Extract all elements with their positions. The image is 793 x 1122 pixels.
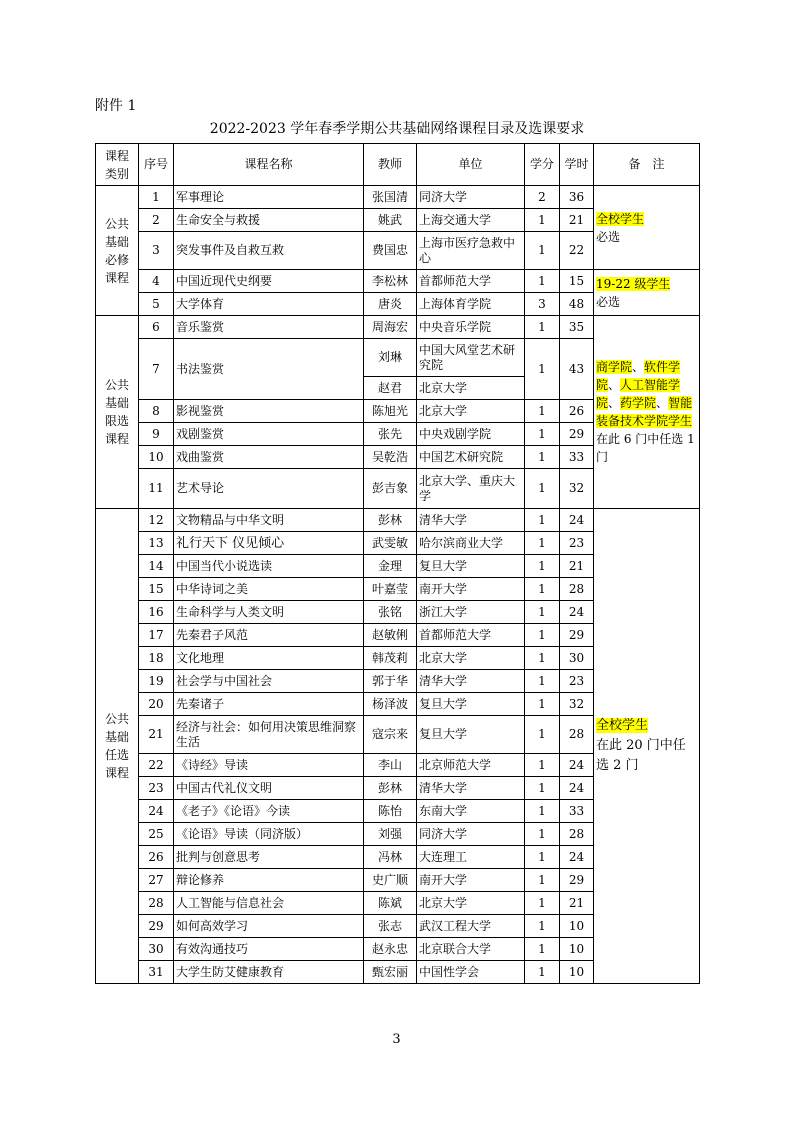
row-no: 21 (139, 716, 174, 754)
row-course: 生命科学与人类文明 (174, 601, 364, 624)
row-hours: 21 (560, 555, 594, 578)
row-hours: 26 (560, 400, 594, 423)
row-hours: 24 (560, 777, 594, 800)
row-credit: 1 (525, 823, 560, 846)
row-teacher: 姚武 (364, 209, 417, 232)
row-hours: 24 (560, 601, 594, 624)
note-part: 、 (656, 396, 669, 410)
row-course: 生命安全与救援 (174, 209, 364, 232)
row-unit: 南开大学 (417, 869, 525, 892)
row-course: 突发事件及自救互救 (174, 232, 364, 270)
row-credit: 1 (525, 400, 560, 423)
row-course: 有效沟通技巧 (174, 938, 364, 961)
row-no: 13 (139, 532, 174, 555)
row-course: 中国当代小说选读 (174, 555, 364, 578)
category-elective: 公共基础任选课程 (96, 509, 139, 984)
header-hours: 学时 (560, 144, 594, 186)
header-teacher: 教师 (364, 144, 417, 186)
row-teacher: 张国清 (364, 186, 417, 209)
row-course: 中华诗词之美 (174, 578, 364, 601)
row-no: 20 (139, 693, 174, 716)
row-teacher: 张志 (364, 915, 417, 938)
page-number: 3 (392, 1032, 401, 1047)
row-credit: 1 (525, 423, 560, 446)
row-unit: 北京大学 (417, 400, 525, 423)
row-no: 11 (139, 469, 174, 509)
row-unit: 中央戏剧学院 (417, 423, 525, 446)
row-teacher: 武雯敏 (364, 532, 417, 555)
row-teacher: 冯林 (364, 846, 417, 869)
row-credit: 1 (525, 509, 560, 532)
row-no: 4 (139, 270, 174, 293)
row-hours: 24 (560, 509, 594, 532)
row-teacher: 周海宏 (364, 316, 417, 339)
row-unit: 清华大学 (417, 777, 525, 800)
row-teacher: 郭于华 (364, 670, 417, 693)
table-row (96, 509, 700, 532)
row-credit: 1 (525, 777, 560, 800)
row-teacher: 李山 (364, 754, 417, 777)
category-required: 公共基础必修课程 (96, 186, 139, 316)
header-unit: 单位 (417, 144, 525, 186)
row-credit: 3 (525, 293, 560, 316)
row-no: 26 (139, 846, 174, 869)
row-hours: 28 (560, 716, 594, 754)
row-unit: 上海市医疗急救中心 (417, 232, 525, 270)
row-teacher: 彭林 (364, 777, 417, 800)
row-no: 12 (139, 509, 174, 532)
row-course: 文化地理 (174, 647, 364, 670)
row-no: 25 (139, 823, 174, 846)
note-part: 软件学院 (596, 360, 681, 392)
row-credit: 1 (525, 624, 560, 647)
row-hours: 10 (560, 938, 594, 961)
row-credit: 1 (525, 209, 560, 232)
note-text: 在此 6 门中任选 1 门 (596, 432, 695, 464)
row-credit: 1 (525, 754, 560, 777)
row-unit: 浙江大学 (417, 601, 525, 624)
row-unit: 首都师范大学 (417, 270, 525, 293)
row-unit: 中国大风堂艺术研究院 (417, 339, 525, 377)
row-hours: 29 (560, 423, 594, 446)
row-no: 5 (139, 293, 174, 316)
row-course: 音乐鉴赏 (174, 316, 364, 339)
row-credit: 1 (525, 469, 560, 509)
row-teacher: 史广顺 (364, 869, 417, 892)
row-credit: 1 (525, 800, 560, 823)
row-course: 社会学与中国社会 (174, 670, 364, 693)
row-unit: 首都师范大学 (417, 624, 525, 647)
row-unit: 上海体育学院 (417, 293, 525, 316)
row-unit: 东南大学 (417, 800, 525, 823)
row-hours: 35 (560, 316, 594, 339)
note-part: 、 (608, 396, 621, 410)
row-teacher: 甄宏丽 (364, 961, 417, 984)
table-row (96, 186, 700, 209)
row-course: 书法鉴赏 (174, 339, 364, 400)
row-no: 7 (139, 339, 174, 400)
row-unit: 北京大学 (417, 892, 525, 915)
row-credit: 1 (525, 601, 560, 624)
row-hours: 21 (560, 209, 594, 232)
row-unit: 清华大学 (417, 670, 525, 693)
row-hours: 32 (560, 469, 594, 509)
document-title: 2022-2023 学年春季学期公共基础网络课程目录及选课要求 (209, 121, 585, 137)
row-unit: 同济大学 (417, 823, 525, 846)
row-credit: 1 (525, 892, 560, 915)
row-no: 16 (139, 601, 174, 624)
row-unit: 清华大学 (417, 509, 525, 532)
row-credit: 1 (525, 869, 560, 892)
table-row (96, 270, 700, 293)
note-text: 必选 (596, 229, 621, 244)
row-hours: 28 (560, 823, 594, 846)
header-note: 备 注 (594, 144, 700, 186)
row-course: 《诗经》导读 (174, 754, 364, 777)
row-unit: 北京大学、重庆大学 (417, 469, 525, 509)
row-no: 22 (139, 754, 174, 777)
row-hours: 21 (560, 892, 594, 915)
row-hours: 10 (560, 961, 594, 984)
row-no: 31 (139, 961, 174, 984)
row-teacher: 韩茂莉 (364, 647, 417, 670)
row-credit: 1 (525, 915, 560, 938)
row-unit: 中国性学会 (417, 961, 525, 984)
row-no: 30 (139, 938, 174, 961)
header-category: 课程类别 (96, 144, 139, 186)
row-no: 29 (139, 915, 174, 938)
row-unit: 复旦大学 (417, 555, 525, 578)
row-unit: 武汉工程大学 (417, 915, 525, 938)
table-row (96, 316, 700, 339)
row-unit: 哈尔滨商业大学 (417, 532, 525, 555)
row-unit: 中国艺术研究院 (417, 446, 525, 469)
header-course: 课程名称 (174, 144, 364, 186)
row-no: 1 (139, 186, 174, 209)
row-credit: 1 (525, 578, 560, 601)
attachment-label: 附件 1 (95, 98, 137, 114)
row-teacher: 赵敏俐 (364, 624, 417, 647)
row-teacher: 彭林 (364, 509, 417, 532)
row-course: 礼行天下 仪见倾心 (174, 532, 364, 555)
note-required-all (594, 186, 700, 270)
row-no: 19 (139, 670, 174, 693)
row-credit: 1 (525, 647, 560, 670)
row-hours: 23 (560, 532, 594, 555)
row-credit: 1 (525, 961, 560, 984)
row-hours: 15 (560, 270, 594, 293)
row-teacher: 杨泽波 (364, 693, 417, 716)
row-credit: 1 (525, 555, 560, 578)
row-course: 戏剧鉴赏 (174, 423, 364, 446)
row-unit: 上海交通大学 (417, 209, 525, 232)
row-unit: 北京师范大学 (417, 754, 525, 777)
row-hours: 24 (560, 754, 594, 777)
row-no: 28 (139, 892, 174, 915)
row-teacher: 叶嘉莹 (364, 578, 417, 601)
row-teacher: 陈怡 (364, 800, 417, 823)
row-no: 14 (139, 555, 174, 578)
row-no: 18 (139, 647, 174, 670)
row-teacher: 赵永忠 (364, 938, 417, 961)
row-credit: 1 (525, 532, 560, 555)
row-unit: 南开大学 (417, 578, 525, 601)
note-part: 商学院 (596, 360, 633, 374)
header-index: 序号 (139, 144, 174, 186)
row-credit: 1 (525, 446, 560, 469)
row-credit: 1 (525, 339, 560, 400)
note-elective (594, 509, 700, 984)
row-teacher: 李松林 (364, 270, 417, 293)
row-course: 辩论修养 (174, 869, 364, 892)
row-teacher: 彭吉象 (364, 469, 417, 509)
row-no: 23 (139, 777, 174, 800)
row-no: 24 (139, 800, 174, 823)
row-teacher: 张铭 (364, 601, 417, 624)
row-credit: 1 (525, 716, 560, 754)
row-hours: 10 (560, 915, 594, 938)
row-course: 大学生防艾健康教育 (174, 961, 364, 984)
row-hours: 28 (560, 578, 594, 601)
note-part: 、 (632, 360, 645, 374)
note-part: 智能装备技术学院学生 (596, 396, 693, 428)
row-teacher: 赵君 (364, 377, 417, 400)
row-unit: 大连理工 (417, 846, 525, 869)
row-hours: 24 (560, 846, 594, 869)
row-hours: 36 (560, 186, 594, 209)
header-credit: 学分 (525, 144, 560, 186)
row-no: 27 (139, 869, 174, 892)
row-course: 人工智能与信息社会 (174, 892, 364, 915)
row-unit: 中央音乐学院 (417, 316, 525, 339)
row-course: 军事理论 (174, 186, 364, 209)
row-unit: 同济大学 (417, 186, 525, 209)
row-hours: 33 (560, 446, 594, 469)
row-teacher: 寇宗来 (364, 716, 417, 754)
row-no: 6 (139, 316, 174, 339)
row-hours: 32 (560, 693, 594, 716)
note-required-grade (594, 270, 700, 316)
row-hours: 29 (560, 624, 594, 647)
note-limited (594, 316, 700, 509)
note-text: 必选 (596, 294, 621, 309)
note-part: 、 (608, 378, 621, 392)
row-hours: 23 (560, 670, 594, 693)
row-unit: 复旦大学 (417, 693, 525, 716)
row-course: 批判与创意思考 (174, 846, 364, 869)
row-credit: 1 (525, 846, 560, 869)
row-no: 8 (139, 400, 174, 423)
row-hours: 29 (560, 869, 594, 892)
row-course: 文物精品与中华文明 (174, 509, 364, 532)
row-hours: 48 (560, 293, 594, 316)
row-course: 先秦君子风范 (174, 624, 364, 647)
row-teacher: 刘强 (364, 823, 417, 846)
row-course: 艺术导论 (174, 469, 364, 509)
note-part: 药学院 (620, 396, 657, 410)
row-credit: 1 (525, 693, 560, 716)
row-credit: 1 (525, 270, 560, 293)
row-teacher: 唐炎 (364, 293, 417, 316)
row-credit: 1 (525, 232, 560, 270)
row-course: 影视鉴赏 (174, 400, 364, 423)
note-highlight: 全校学生 (596, 211, 645, 226)
row-hours: 33 (560, 800, 594, 823)
row-course: 戏曲鉴赏 (174, 446, 364, 469)
row-teacher: 刘琳 (364, 339, 417, 377)
row-course: 《论语》导读（同济版） (174, 823, 364, 846)
row-credit: 1 (525, 938, 560, 961)
row-course: 中国近现代史纲要 (174, 270, 364, 293)
row-teacher: 费国忠 (364, 232, 417, 270)
header-row (96, 144, 700, 186)
row-hours: 43 (560, 339, 594, 400)
row-credit: 2 (525, 186, 560, 209)
row-no: 17 (139, 624, 174, 647)
row-course: 先秦诸子 (174, 693, 364, 716)
row-teacher: 陈旭光 (364, 400, 417, 423)
row-no: 15 (139, 578, 174, 601)
row-unit: 北京联合大学 (417, 938, 525, 961)
row-teacher: 张先 (364, 423, 417, 446)
row-no: 10 (139, 446, 174, 469)
row-course: 如何高效学习 (174, 915, 364, 938)
row-unit: 北京大学 (417, 377, 525, 400)
row-teacher: 吴乾浩 (364, 446, 417, 469)
row-no: 3 (139, 232, 174, 270)
note-highlight: 全校学生 (596, 718, 649, 733)
row-no: 9 (139, 423, 174, 446)
row-course: 《老子》《论语》今读 (174, 800, 364, 823)
row-unit: 北京大学 (417, 647, 525, 670)
row-no: 2 (139, 209, 174, 232)
note-part: 人工智能学院 (596, 378, 681, 410)
row-teacher: 陈斌 (364, 892, 417, 915)
row-course: 中国古代礼仪文明 (174, 777, 364, 800)
course-table (95, 143, 700, 984)
row-course: 经济与社会：如何用决策思维洞察生活 (174, 716, 364, 754)
row-hours: 30 (560, 647, 594, 670)
row-unit: 复旦大学 (417, 716, 525, 754)
note-text: 在此 20 门中任选 2 门 (596, 738, 686, 773)
note-highlight: 19-22 级学生 (596, 276, 671, 291)
row-teacher: 金理 (364, 555, 417, 578)
row-hours: 22 (560, 232, 594, 270)
row-credit: 1 (525, 670, 560, 693)
row-course: 大学体育 (174, 293, 364, 316)
row-credit: 1 (525, 316, 560, 339)
category-limited: 公共基础限选课程 (96, 316, 139, 509)
